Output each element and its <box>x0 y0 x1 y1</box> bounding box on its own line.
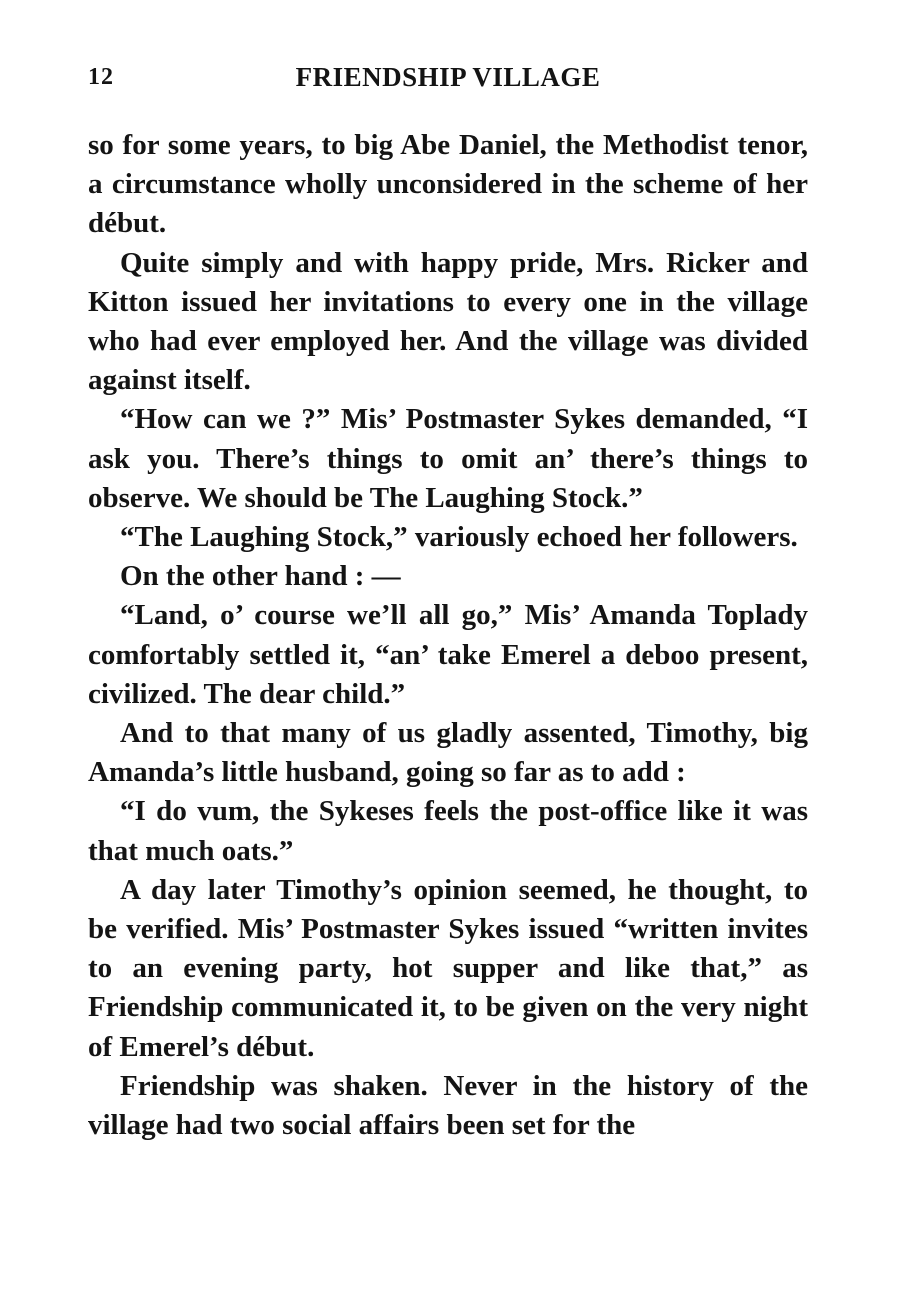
page-number: 12 <box>88 64 114 90</box>
paragraph-1: so for some years, to big Abe Daniel, the Methodist tenor, a circumstance wholly unconsidered in the scheme of her début. <box>88 129 808 240</box>
paragraph-5: On the other hand : — <box>120 560 401 593</box>
paragraph-9: A day later Timothy’s opinion seemed, he thought, to be verified. Mis’ Postmaster Sykes issued “written invites to an evening party, hot supper and like that,” as Friendship communicated it, to be given on the very night of Emerel’s début. <box>88 873 808 1063</box>
running-head <box>88 62 808 102</box>
paragraph-4: “The Laughing Stock,” variously echoed her followers. <box>120 521 798 554</box>
body-text <box>88 126 808 1145</box>
paragraph-2: Quite simply and with happy pride, Mrs. Ricker and Kitton issued her invitations to every one in the village who had ever employed her. And the village was divided against itself. <box>88 246 808 397</box>
paragraph-6: “Land, o’ course we’ll all go,” Mis’ Amanda Toplady comfortably settled it, “an’ take Emerel a deboo present, civilized. The dear child.” <box>88 599 808 710</box>
running-title: FRIENDSHIP VILLAGE <box>295 62 601 92</box>
paragraph-7: And to that many of us gladly assented, Timothy, big Amanda’s little husband, going so far as to add : <box>88 717 808 789</box>
paragraph-8: “I do vum, the Sykeses feels the post-office like it was that much oats.” <box>88 795 808 867</box>
paragraph-10: Friendship was shaken. Never in the history of the village had two social affairs been set for the <box>88 1069 808 1142</box>
paragraph-3: “How can we ?” Mis’ Postmaster Sykes demanded, “I ask you. There’s things to omit an’ there’s things to observe. We should be The Laughing Stock.” <box>88 403 808 514</box>
